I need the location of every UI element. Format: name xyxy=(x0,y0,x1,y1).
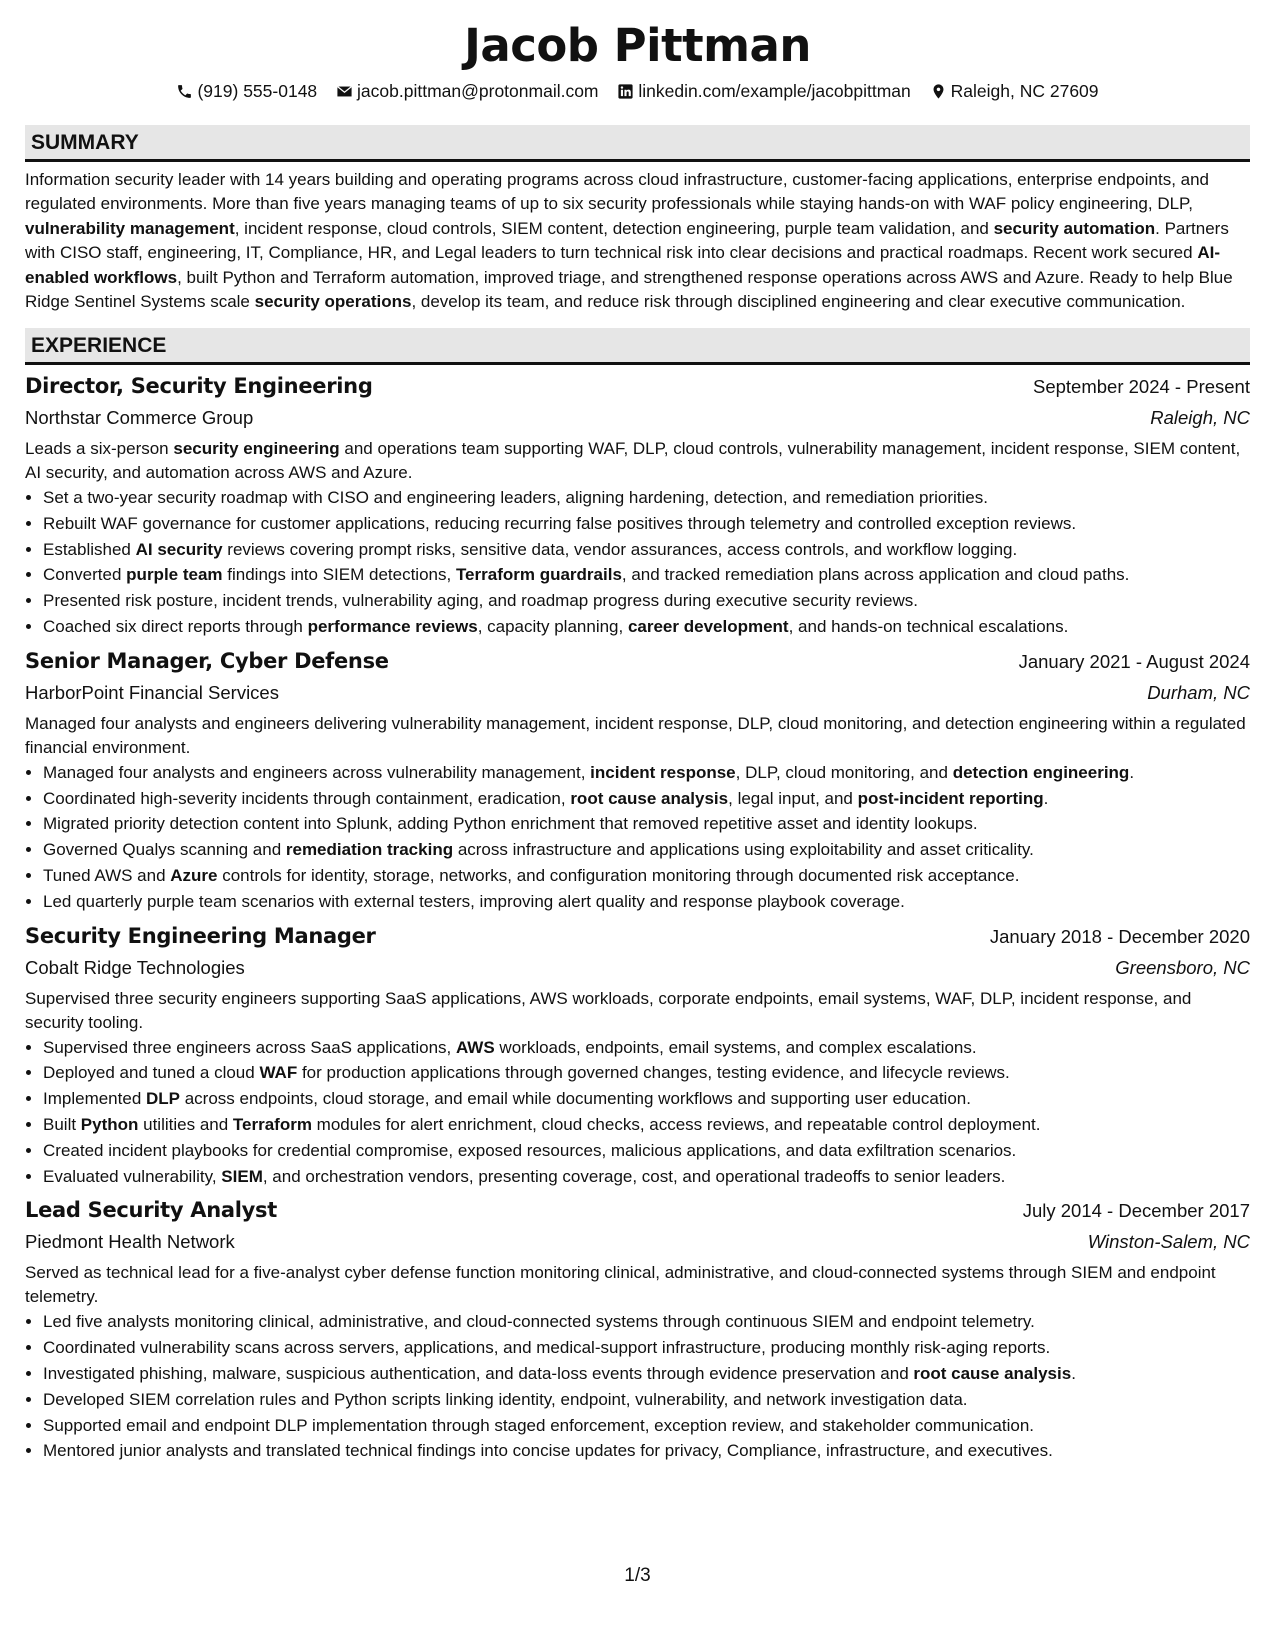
emphasis-text: DLP xyxy=(146,1089,180,1109)
job-title: Senior Manager, Cyber Defense xyxy=(25,648,389,673)
list-item xyxy=(43,1438,1250,1464)
emphasis-text: AWS xyxy=(455,1037,495,1057)
contact-email-text: jacob.pittman@protonmail.com xyxy=(357,81,599,101)
list-item xyxy=(43,1361,1250,1387)
contact-bar xyxy=(25,78,1250,107)
experience-heading: EXPERIENCE xyxy=(25,328,1250,365)
text-run: and operations team supporting WAF, DLP, cloud controls, vulnerability management, incident response, SIEM content, AI security, and automation across AWS and Azure. xyxy=(25,439,1241,483)
job-dates: July 2014 - December 2017 xyxy=(1022,1200,1250,1222)
experience-list xyxy=(25,371,1250,1464)
text-run: utilities and xyxy=(138,1115,233,1135)
contact-linkedin[interactable] xyxy=(617,78,910,104)
job-bullet-list xyxy=(25,1309,1250,1464)
job-location: Durham, NC xyxy=(1147,681,1250,703)
job-title: Security Engineering Manager xyxy=(25,923,376,948)
job-company: Northstar Commerce Group xyxy=(25,407,254,429)
text-run: Information security leader with 14 years building and operating programs across cloud infrastructure, customer-facing applications, enterprise endpoints, and regulated environments. More than five years managing teams of up to six security professionals while staying hands-on with WAF policy engineering, DLP, xyxy=(25,169,1210,214)
text-run: Led quarterly purple team scenarios with external testers, improving alert quality and response playbook coverage. xyxy=(43,891,905,911)
text-run: Rebuilt WAF governance for customer applications, reducing recurring false positives through telemetry and controlled exception reviews. xyxy=(43,513,1077,533)
job-company-row xyxy=(25,1226,1250,1257)
text-run: , built Python and Terraform automation, improved triage, and strengthened response operations across AWS and Azure. Ready to help Blue Ridge Sentinel Systems scale xyxy=(25,267,1233,312)
text-run: Deployed and tuned a cloud xyxy=(43,1063,260,1083)
text-run: workloads, endpoints, email systems, and complex escalations. xyxy=(494,1037,977,1057)
text-run: Migrated priority detection content into Splunk, adding Python enrichment that removed repetitive asset and identity lookups. xyxy=(43,814,978,834)
emphasis-text: security operations xyxy=(254,292,412,312)
text-run: Evaluated vulnerability, xyxy=(43,1166,222,1186)
text-run: reviews covering prompt risks, sensitive data, vendor assurances, access controls, and workflow logging. xyxy=(222,539,1018,559)
text-run: . xyxy=(1043,788,1049,808)
job-title-row xyxy=(25,921,1250,952)
emphasis-text: SIEM xyxy=(221,1166,263,1186)
phone-icon xyxy=(176,83,193,100)
text-run: for production applications through governed changes, testing evidence, and lifecycle reviews. xyxy=(297,1063,1010,1083)
text-run: Tuned AWS and xyxy=(43,866,171,886)
contact-phone-text: (919) 555-0148 xyxy=(197,81,318,101)
text-run: Supervised three security engineers supporting SaaS applications, AWS workloads, corporate endpoints, email systems, WAF, DLP, incident response, and security tooling. xyxy=(25,988,1192,1032)
text-run: Served as technical lead for a five-analyst cyber defense function monitoring clinical, administrative, and cloud-connected systems through SIEM and endpoint telemetry. xyxy=(25,1263,1216,1307)
email-icon xyxy=(336,83,353,100)
list-item xyxy=(43,1035,1250,1061)
text-run: Mentored junior analysts and translated technical findings into concise updates for privacy, Compliance, infrastructure, and executives. xyxy=(43,1441,1053,1461)
text-run: , capacity planning, xyxy=(477,617,628,637)
job-company-row xyxy=(25,677,1250,708)
emphasis-text: career development xyxy=(627,617,789,637)
contact-location xyxy=(930,78,1099,104)
job-title: Lead Security Analyst xyxy=(25,1198,277,1223)
job-entry xyxy=(25,921,1250,1190)
emphasis-text: security engineering xyxy=(173,439,340,459)
job-company: Cobalt Ridge Technologies xyxy=(25,956,245,978)
location-pin-icon xyxy=(930,83,947,100)
list-item xyxy=(43,837,1250,863)
list-item xyxy=(43,1164,1250,1190)
text-run: Supported email and endpoint DLP implementation through staged enforcement, exception review, and stakeholder communication. xyxy=(43,1415,1035,1435)
text-run: Created incident playbooks for credential compromise, exposed resources, malicious applications, and data exfiltration scenarios. xyxy=(43,1140,1017,1160)
emphasis-text: Python xyxy=(80,1115,139,1135)
emphasis-text: Terraform guardrails xyxy=(455,565,622,585)
text-run: Managed four analysts and engineers across vulnerability management, xyxy=(43,762,591,782)
emphasis-text: purple team xyxy=(126,565,223,585)
summary-text xyxy=(25,168,1250,316)
list-item xyxy=(43,760,1250,786)
text-run: Supervised three engineers across SaaS applications, xyxy=(43,1037,456,1057)
list-item xyxy=(43,1387,1250,1413)
emphasis-text: post-incident reporting xyxy=(857,788,1044,808)
job-company: Piedmont Health Network xyxy=(25,1231,235,1253)
page-indicator: 1/3 xyxy=(624,1565,651,1586)
text-run: , develop its team, and reduce risk through disciplined engineering and clear executive communication. xyxy=(411,292,1186,312)
job-entry xyxy=(25,1195,1250,1464)
job-company: HarborPoint Financial Services xyxy=(25,681,279,703)
job-summary xyxy=(25,1261,1250,1309)
emphasis-text: detection engineering xyxy=(952,762,1130,782)
job-company-row xyxy=(25,952,1250,983)
text-run: , and tracked remediation plans across application and cloud paths. xyxy=(621,565,1130,585)
text-run: , incident response, cloud controls, SIEM content, detection engineering, purple team validation, and xyxy=(234,218,994,238)
text-run: Developed SIEM correlation rules and Python scripts linking identity, endpoint, vulnerability, and network investigation data. xyxy=(43,1389,968,1409)
text-run: . xyxy=(1071,1364,1076,1383)
text-run: Converted xyxy=(43,565,127,585)
job-title: Director, Security Engineering xyxy=(25,374,373,399)
list-item xyxy=(43,588,1250,614)
job-dates: January 2018 - December 2020 xyxy=(989,925,1250,947)
text-run: Coordinated vulnerability scans across servers, applications, and medical-support infrastructure, producing monthly risk-aging reports. xyxy=(43,1338,1051,1358)
emphasis-text: vulnerability management xyxy=(25,218,235,238)
job-title-row xyxy=(25,646,1250,677)
list-item xyxy=(43,811,1250,837)
contact-linkedin-text: linkedin.com/example/jacobpittman xyxy=(638,81,911,101)
text-run: across endpoints, cloud storage, and email while documenting workflows and supporting user education. xyxy=(180,1089,971,1109)
emphasis-text: WAF xyxy=(259,1063,298,1083)
text-run: Governed Qualys scanning and xyxy=(43,840,286,860)
text-run: Investigated phishing, malware, suspicious authentication, and data-loss events through evidence preservation and xyxy=(43,1364,914,1383)
text-run: Set a two-year security roadmap with CISO and engineering leaders, aligning hardening, detection, and remediation priorities. xyxy=(43,488,988,508)
text-run: Coached six direct reports through xyxy=(43,617,308,637)
text-run: Presented risk posture, incident trends, vulnerability aging, and roadmap progress during executive security reviews. xyxy=(43,591,919,611)
text-run: across infrastructure and applications using exploitability and asset criticality. xyxy=(453,840,1034,860)
list-item xyxy=(43,614,1250,640)
job-company-row xyxy=(25,402,1250,433)
text-run: Built xyxy=(43,1115,81,1135)
job-bullet-list xyxy=(25,1035,1250,1190)
list-item xyxy=(43,1309,1250,1335)
text-run: Established xyxy=(43,539,136,559)
text-run: . Partners with CISO staff, engineering, IT, Compliance, HR, and Legal leaders to turn technical risk into clear decisions and practical roadmaps. Recent work secured xyxy=(25,218,1229,263)
list-item xyxy=(43,1138,1250,1164)
emphasis-text: remediation tracking xyxy=(285,840,454,860)
job-entry xyxy=(25,371,1250,640)
job-entry xyxy=(25,646,1250,915)
emphasis-text: security automation xyxy=(993,218,1156,238)
list-item xyxy=(43,889,1250,915)
list-item xyxy=(43,786,1250,812)
text-run: modules for alert enrichment, cloud checks, access reviews, and repeatable control deployment. xyxy=(311,1115,1041,1135)
job-bullet-list xyxy=(25,485,1250,640)
text-run: , legal input, and xyxy=(728,788,858,808)
emphasis-text: AI-enabled workflows xyxy=(25,243,1220,287)
emphasis-text: Azure xyxy=(170,866,218,886)
list-item xyxy=(43,1086,1250,1112)
job-title-row xyxy=(25,1195,1250,1226)
job-bullet-list xyxy=(25,760,1250,915)
list-item xyxy=(43,1060,1250,1086)
list-item xyxy=(43,511,1250,537)
text-run: , and hands-on technical escalations. xyxy=(788,617,1069,637)
text-run: , DLP, cloud monitoring, and xyxy=(735,762,953,782)
resume-page xyxy=(25,18,1250,1464)
emphasis-text: AI security xyxy=(135,539,223,559)
emphasis-text: root cause analysis xyxy=(913,1364,1072,1383)
contact-email[interactable] xyxy=(336,78,598,104)
text-run: Implemented xyxy=(43,1089,146,1109)
emphasis-text: incident response xyxy=(590,762,736,782)
text-run: Coordinated high-severity incidents through containment, eradication, xyxy=(43,788,571,808)
list-item xyxy=(43,485,1250,511)
list-item xyxy=(43,863,1250,889)
list-item xyxy=(43,537,1250,563)
job-summary xyxy=(25,712,1250,760)
list-item xyxy=(43,1112,1250,1138)
text-run: Leads a six-person xyxy=(25,439,174,459)
contact-location-text: Raleigh, NC 27609 xyxy=(950,81,1099,101)
job-title-row xyxy=(25,371,1250,402)
emphasis-text: root cause analysis xyxy=(570,788,729,808)
job-summary xyxy=(25,987,1250,1035)
text-run: Managed four analysts and engineers delivering vulnerability management, incident response, DLP, cloud monitoring, and detection engineering within a regulated financial environment. xyxy=(25,713,1246,757)
summary-heading: SUMMARY xyxy=(25,125,1250,162)
list-item xyxy=(43,1413,1250,1439)
job-summary xyxy=(25,437,1250,485)
text-run: . xyxy=(1129,762,1135,782)
text-run: controls for identity, storage, networks, and configuration monitoring through documented risk acceptance. xyxy=(217,866,1020,886)
job-location: Raleigh, NC xyxy=(1150,407,1250,429)
contact-phone xyxy=(176,78,317,104)
text-run: Led five analysts monitoring clinical, administrative, and cloud-connected systems through continuous SIEM and endpoint telemetry. xyxy=(43,1312,1035,1332)
list-item xyxy=(43,1335,1250,1361)
list-item xyxy=(43,562,1250,588)
job-location: Greensboro, NC xyxy=(1115,956,1250,978)
emphasis-text: performance reviews xyxy=(307,617,478,637)
job-dates: January 2021 - August 2024 xyxy=(1018,650,1250,672)
emphasis-text: Terraform xyxy=(232,1115,312,1135)
job-dates: September 2024 - Present xyxy=(1033,376,1250,398)
text-run: , and orchestration vendors, presenting coverage, cost, and operational tradeoffs to senior leaders. xyxy=(262,1166,1006,1186)
text-run: findings into SIEM detections, xyxy=(222,565,456,585)
job-location: Winston-Salem, NC xyxy=(1087,1231,1250,1253)
linkedin-icon xyxy=(617,83,634,100)
candidate-name: Jacob Pittman xyxy=(464,19,811,72)
